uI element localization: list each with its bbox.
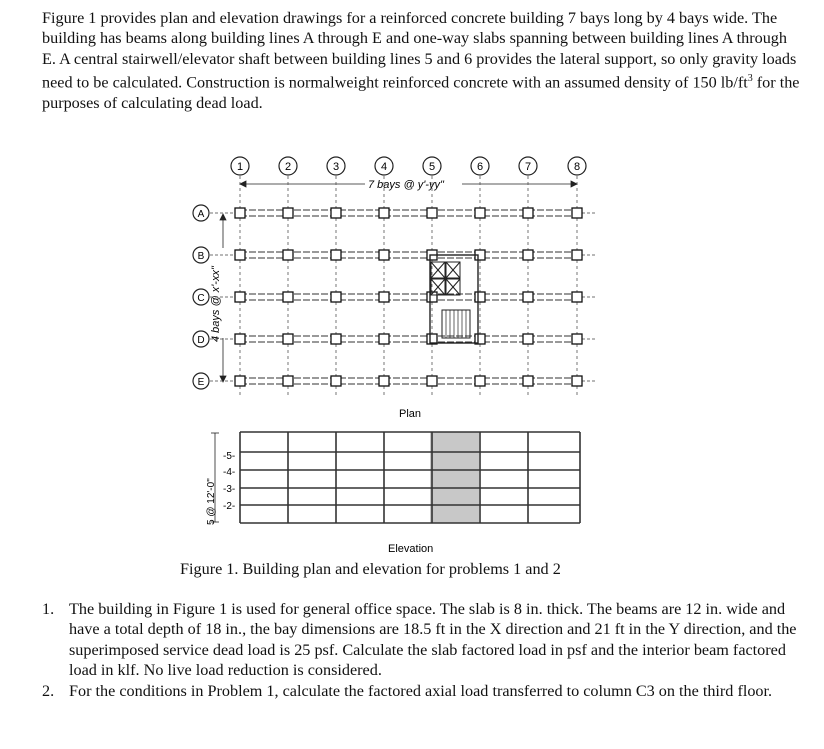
plan-label: Plan (399, 408, 422, 420)
row-bubbles (193, 205, 238, 389)
problem-list (42, 599, 812, 701)
column-label: 5 (428, 161, 436, 173)
column-bubble-4 (375, 157, 393, 175)
intro-text: Figure 1 provides plan and elevation drawings for a reinforced concrete building 7 bays long by 4 bays wide. The building has beams along building lines A through E and one-way slabs spanning between building lines A through E. A central stairwell/elevator shaft between building lines 5 and 6 provides the lateral support, so only gravity loads need to be calculated. Construction is normalweight reinforced concrete with an assumed density of 150 lb/ft (42, 9, 797, 92)
row-label: B (197, 251, 205, 262)
column-bubble-3 (327, 157, 345, 175)
intro-superscript: 3 (747, 73, 753, 85)
column-label: 2 (284, 161, 292, 173)
plan-grid (235, 176, 596, 395)
column-bubble-2 (279, 157, 297, 175)
column-bubbles (231, 157, 586, 175)
figure-caption: Figure 1. Building plan and elevation for problems 1 and 2 (180, 560, 561, 578)
column-label: 6 (476, 161, 484, 173)
problem-number: 1. (42, 600, 55, 618)
column-bubble-5 (423, 157, 441, 175)
column-bubble-7 (519, 157, 537, 175)
story-label: 5 @ 12'-0" (206, 478, 217, 525)
row-bubble-A (193, 205, 238, 221)
column-label: 7 (524, 161, 532, 173)
row-bubble-E (193, 373, 238, 389)
problem-item-2 (42, 681, 812, 701)
column-label: 4 (380, 161, 388, 173)
problem-text: The building in Figure 1 is used for general office space. The slab is 8 in. thick. The beams are 12 in. wide and have a total depth of 18 in., the bay dimensions are 18.5 ft in the X direction and 21 ft in the Y direction, and the superimposed service dead load is 25 psf. Calculate the slab factored load in psf and the interior beam factored load in klf. No live load reduction is considered. (69, 600, 797, 680)
column-bubble-8 (568, 157, 586, 175)
problem-text: For the conditions in Problem 1, calculate the factored axial load transferred to column C3 on the third floor. (69, 681, 773, 700)
column-bubble-1 (231, 157, 249, 175)
column-label: 1 (236, 161, 244, 173)
problem-item-1 (42, 599, 812, 681)
column-label: 3 (332, 161, 340, 173)
floor-label-5: -5- (223, 451, 236, 462)
column-label: 8 (573, 161, 581, 173)
problem-number: 2. (42, 681, 55, 700)
intro-text-end: for the purposes of calculating dead load. (42, 73, 800, 113)
row-label: C (197, 293, 205, 304)
bays-y-label: 4 bays @ x'-xx" (210, 266, 222, 342)
row-label: E (197, 377, 205, 388)
row-bubble-B (193, 247, 238, 263)
row-label: A (197, 209, 205, 220)
elevation-label: Elevation (388, 543, 434, 555)
row-label: D (197, 335, 205, 346)
floor-label-4: -4- (223, 467, 236, 478)
floor-label-2: -2- (223, 501, 236, 512)
column-bubble-6 (471, 157, 489, 175)
shaft-elevation (430, 432, 479, 523)
floor-label-3: -3- (223, 484, 236, 495)
bays-x-label: 7 bays @ y'-yy" (368, 179, 444, 191)
elevation-grid (240, 432, 580, 523)
